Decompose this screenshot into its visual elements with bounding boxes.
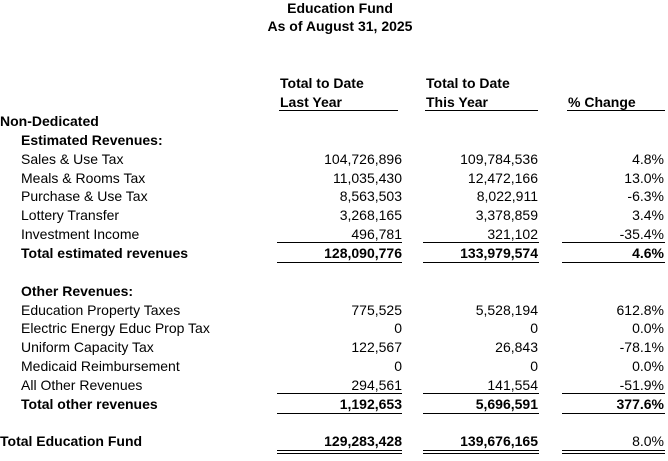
grand-total-last-year: 129,283,428 (324, 433, 402, 449)
total-underline (562, 262, 665, 263)
section-heading-non-dedicated: Non-Dedicated (0, 113, 99, 129)
row-label: Meals & Rooms Tax (21, 170, 146, 186)
row-pct-change: 0.0% (632, 358, 664, 374)
total-last-year: 128,090,776 (324, 245, 402, 261)
row-last-year: 496,781 (351, 226, 402, 242)
row-pct-change: 13.0% (624, 170, 664, 186)
row-last-year: 11,035,430 (332, 170, 402, 186)
row-pct-change: 612.8% (616, 302, 664, 318)
total-underline (277, 262, 402, 263)
grand-total-double-underline (423, 450, 539, 451)
total-pct-change: 377.6% (616, 396, 664, 412)
grand-total-double-underline (562, 453, 665, 454)
row-last-year: 3,268,165 (339, 207, 402, 223)
row-pct-change: -6.3% (627, 188, 664, 204)
row-this-year: 8,022,911 (476, 188, 538, 204)
grand-total-this-year: 139,676,165 (460, 433, 538, 449)
row-last-year: 0 (394, 358, 402, 374)
subsection-heading-estimated: Estimated Revenues: (21, 132, 163, 148)
row-pct-change: -51.9% (619, 377, 664, 393)
row-pct-change: -35.4% (619, 226, 664, 242)
row-this-year: 0 (530, 320, 538, 336)
row-label: Uniform Capacity Tax (21, 339, 154, 355)
row-label: Lottery Transfer (21, 207, 120, 223)
row-label: All Other Revenues (21, 377, 143, 393)
row-this-year: 141,554 (487, 377, 538, 393)
total-this-year: 5,696,591 (475, 396, 538, 412)
header-pct-change-underline (567, 110, 665, 111)
row-last-year: 8,563,503 (339, 188, 402, 204)
grand-total-double-underline (562, 450, 665, 451)
report-title: Education Fund (287, 0, 393, 16)
row-this-year: 26,843 (495, 339, 538, 355)
grand-total-double-underline (277, 450, 402, 451)
header-pct-change: % Change (568, 94, 636, 110)
row-label: Investment Income (21, 226, 140, 242)
total-pct-change: 4.6% (632, 245, 664, 261)
header-this-year-line2: This Year (426, 94, 489, 110)
grand-total-label: Total Education Fund (0, 433, 143, 449)
row-this-year: 321,102 (487, 226, 538, 242)
subtotal-rule (277, 393, 402, 394)
header-last-year-underline (279, 110, 398, 111)
grand-total-pct-change: 8.0% (632, 433, 664, 449)
total-last-year: 1,192,653 (339, 396, 402, 412)
subtotal-rule (277, 242, 402, 243)
row-label: Education Property Taxes (21, 302, 181, 318)
row-this-year: 109,784,536 (460, 151, 538, 167)
header-last-year-line2: Last Year (280, 94, 343, 110)
row-this-year: 0 (530, 358, 538, 374)
header-this-year-line1: Total to Date (426, 75, 510, 91)
grand-total-double-underline (423, 453, 539, 454)
row-this-year: 12,472,166 (467, 170, 538, 186)
row-label: Purchase & Use Tax (21, 188, 148, 204)
total-underline (562, 413, 665, 414)
row-this-year: 5,528,194 (475, 302, 538, 318)
total-label: Total other revenues (21, 396, 158, 412)
total-underline (277, 413, 402, 414)
grand-total-double-underline (277, 453, 402, 454)
total-label: Total estimated revenues (21, 245, 189, 261)
subsection-heading-other: Other Revenues: (21, 283, 134, 299)
row-pct-change: 4.8% (632, 151, 664, 167)
row-pct-change: 0.0% (632, 320, 664, 336)
row-last-year: 775,525 (351, 302, 402, 318)
row-label: Medicaid Reimbursement (21, 358, 180, 374)
row-label: Electric Energy Educ Prop Tax (21, 320, 210, 336)
row-last-year: 104,726,896 (324, 151, 402, 167)
header-this-year-underline (425, 110, 538, 111)
row-this-year: 3,378,859 (475, 207, 538, 223)
subtotal-rule (423, 242, 539, 243)
subtotal-rule (562, 242, 665, 243)
row-last-year: 0 (394, 320, 402, 336)
row-last-year: 122,567 (351, 339, 402, 355)
subtotal-rule (423, 393, 539, 394)
header-last-year-line1: Total to Date (280, 75, 364, 91)
total-underline (423, 262, 539, 263)
row-label: Sales & Use Tax (21, 151, 124, 167)
row-pct-change: 3.4% (632, 207, 664, 223)
report-subtitle: As of August 31, 2025 (267, 18, 413, 34)
total-underline (423, 413, 539, 414)
row-last-year: 294,561 (351, 377, 402, 393)
total-this-year: 133,979,574 (460, 245, 538, 261)
row-pct-change: -78.1% (619, 339, 664, 355)
subtotal-rule (562, 393, 665, 394)
